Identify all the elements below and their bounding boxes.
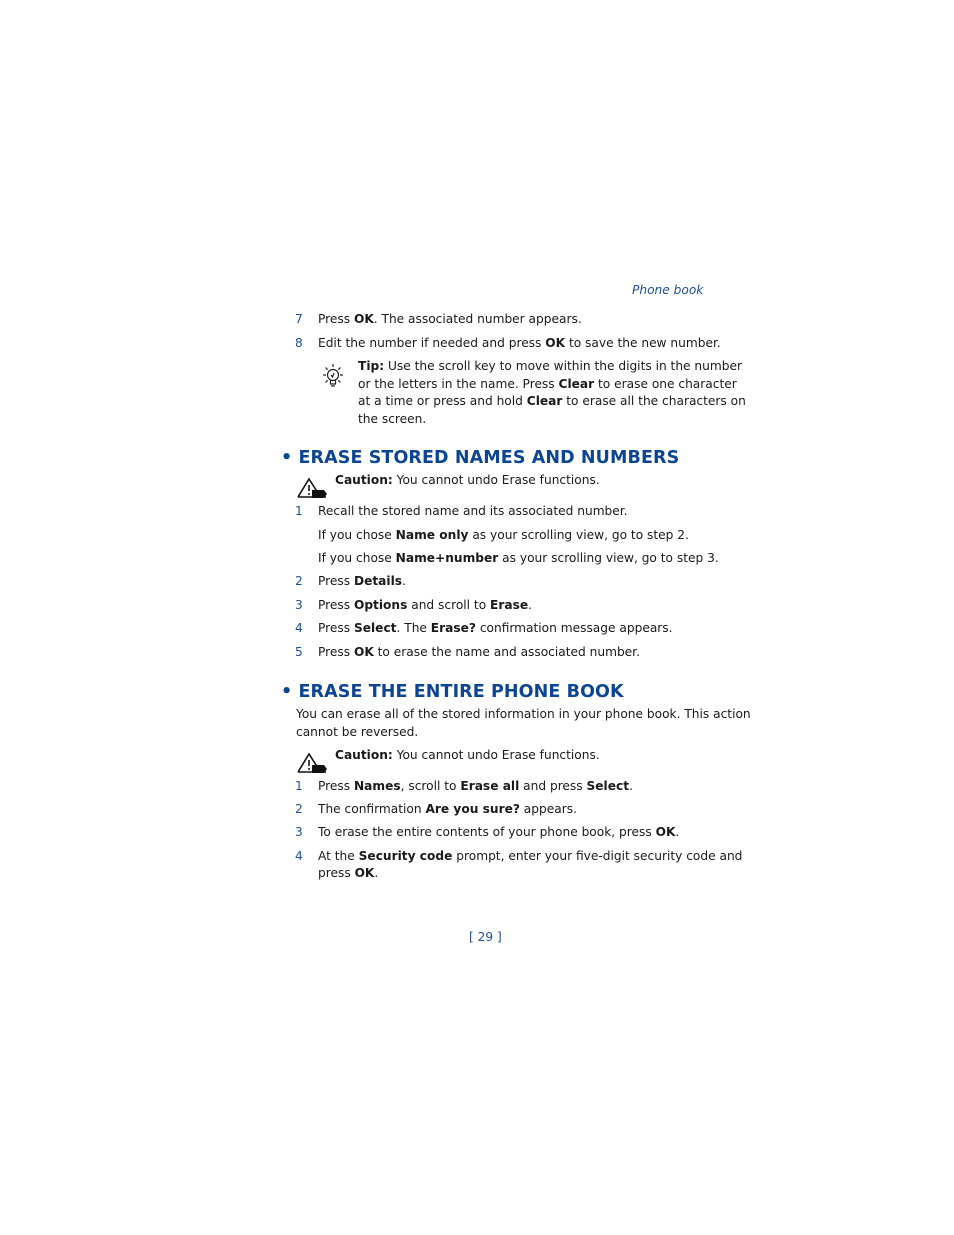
text-run: The confirmation bbox=[318, 802, 426, 816]
emphasis-text: OK bbox=[353, 645, 374, 659]
text-run: Press bbox=[318, 598, 354, 612]
emphasis-text: Name+number bbox=[395, 551, 499, 565]
step-text bbox=[318, 824, 679, 842]
emphasis-text: Select bbox=[586, 779, 630, 793]
step-text bbox=[318, 503, 628, 521]
emphasis-text: Options bbox=[353, 598, 408, 612]
text-run: Edit the number if needed and press bbox=[318, 336, 546, 350]
text-run: and press bbox=[519, 779, 587, 793]
step-number: 3 bbox=[295, 598, 303, 612]
step-text bbox=[318, 801, 577, 819]
section-intro bbox=[296, 706, 751, 741]
text-run: press bbox=[318, 866, 355, 880]
text-run: To erase the entire contents of your phone book, press bbox=[318, 825, 656, 839]
emphasis-text: Security code bbox=[358, 849, 453, 863]
tip-line bbox=[358, 411, 746, 429]
emphasis-text: Are you sure? bbox=[425, 802, 520, 816]
step-number: 3 bbox=[295, 825, 303, 839]
running-header: Phone book bbox=[632, 283, 704, 297]
section-heading: • ERASE THE ENTIRE PHONE BOOK bbox=[281, 682, 624, 702]
text-run: If you chose bbox=[318, 528, 396, 542]
step-number: 4 bbox=[295, 849, 303, 863]
warning-triangle-icon bbox=[296, 752, 328, 778]
text-run: to erase all the characters on bbox=[562, 394, 746, 408]
emphasis-text: Erase all bbox=[460, 779, 520, 793]
text-run: Use the scroll key to move within the digits in the number bbox=[384, 359, 742, 373]
step-number: 5 bbox=[295, 645, 303, 659]
text-run: to erase one character bbox=[594, 376, 737, 391]
step-text bbox=[318, 311, 582, 329]
text-run: prompt, enter your five-digit security code and bbox=[452, 849, 743, 863]
text-run: the screen. bbox=[358, 411, 427, 426]
lightbulb-icon bbox=[320, 362, 346, 394]
emphasis-text: Caution: bbox=[335, 748, 393, 762]
text-run: Press bbox=[318, 779, 354, 793]
step-text bbox=[318, 865, 378, 883]
text-run: If you chose bbox=[318, 551, 396, 565]
text-run: . bbox=[374, 866, 379, 880]
text-run: At the bbox=[318, 849, 359, 863]
text-run: You cannot undo Erase functions. bbox=[392, 748, 600, 762]
step-text bbox=[318, 620, 673, 638]
emphasis-text: Details bbox=[353, 574, 402, 588]
step-number: 2 bbox=[295, 574, 303, 588]
step-number: 2 bbox=[295, 802, 303, 816]
emphasis-text: Name only bbox=[395, 528, 469, 542]
text-run: . bbox=[629, 779, 633, 793]
emphasis-text: Select bbox=[353, 621, 397, 635]
page-number: [ 29 ] bbox=[469, 930, 502, 944]
text-run: , scroll to bbox=[400, 779, 461, 793]
emphasis-text: OK bbox=[545, 336, 566, 350]
text-run: or the letters in the name. Press bbox=[358, 376, 559, 391]
emphasis-text: Names bbox=[353, 779, 401, 793]
tip-note bbox=[358, 358, 746, 428]
text-run: . bbox=[675, 825, 680, 839]
text-run: You cannot undo Erase functions. bbox=[392, 473, 600, 487]
step-number: 1 bbox=[295, 504, 303, 518]
text-run: as your scrolling view, go to step 2. bbox=[468, 528, 689, 542]
step-number: 1 bbox=[295, 779, 303, 793]
emphasis-text: OK bbox=[354, 866, 375, 880]
step-text bbox=[318, 573, 406, 591]
emphasis-text: Tip: bbox=[358, 359, 385, 373]
text-run: Press bbox=[318, 574, 354, 588]
emphasis-text: OK bbox=[353, 312, 374, 326]
step-text bbox=[318, 848, 742, 866]
text-run: to erase the name and associated number. bbox=[373, 645, 640, 659]
tip-line bbox=[358, 376, 746, 394]
text-run: Press bbox=[318, 312, 354, 326]
section-heading: • ERASE STORED NAMES AND NUMBERS bbox=[281, 448, 680, 468]
text-run: at a time or press and hold bbox=[358, 394, 527, 408]
step-text bbox=[318, 597, 532, 615]
emphasis-text: Erase? bbox=[430, 621, 476, 635]
text-run: . The associated number appears. bbox=[373, 312, 582, 326]
text-run: as your scrolling view, go to step 3. bbox=[498, 551, 719, 565]
step-text bbox=[318, 550, 719, 568]
warning-triangle-icon bbox=[296, 477, 328, 503]
step-text bbox=[318, 527, 689, 545]
text-run: Recall the stored name and its associated number. bbox=[318, 504, 628, 518]
tip-line bbox=[358, 358, 746, 376]
text-run: appears. bbox=[519, 802, 577, 816]
step-number: 7 bbox=[295, 312, 303, 326]
text-run: Press bbox=[318, 621, 354, 635]
text-run: . bbox=[402, 574, 406, 588]
emphasis-text: Clear bbox=[558, 376, 595, 391]
step-text bbox=[318, 644, 640, 662]
emphasis-text: Erase bbox=[490, 598, 529, 612]
step-text bbox=[318, 778, 633, 796]
caution-note bbox=[335, 472, 600, 490]
text-run: confirmation message appears. bbox=[475, 621, 673, 635]
emphasis-text: Caution: bbox=[335, 473, 393, 487]
step-number: 8 bbox=[295, 336, 303, 350]
caution-note bbox=[335, 747, 600, 765]
step-text bbox=[318, 335, 721, 353]
text-run: and scroll to bbox=[407, 598, 491, 612]
intro-line: cannot be reversed. bbox=[296, 724, 419, 739]
text-run: Press bbox=[318, 645, 354, 659]
step-number: 4 bbox=[295, 621, 303, 635]
text-run: . The bbox=[396, 621, 431, 635]
emphasis-text: OK bbox=[655, 825, 676, 839]
intro-line: You can erase all of the stored information in your phone book. This action bbox=[296, 707, 751, 721]
text-run: . bbox=[528, 598, 533, 612]
text-run: to save the new number. bbox=[565, 336, 721, 350]
emphasis-text: Clear bbox=[526, 394, 563, 408]
tip-line bbox=[358, 393, 746, 411]
